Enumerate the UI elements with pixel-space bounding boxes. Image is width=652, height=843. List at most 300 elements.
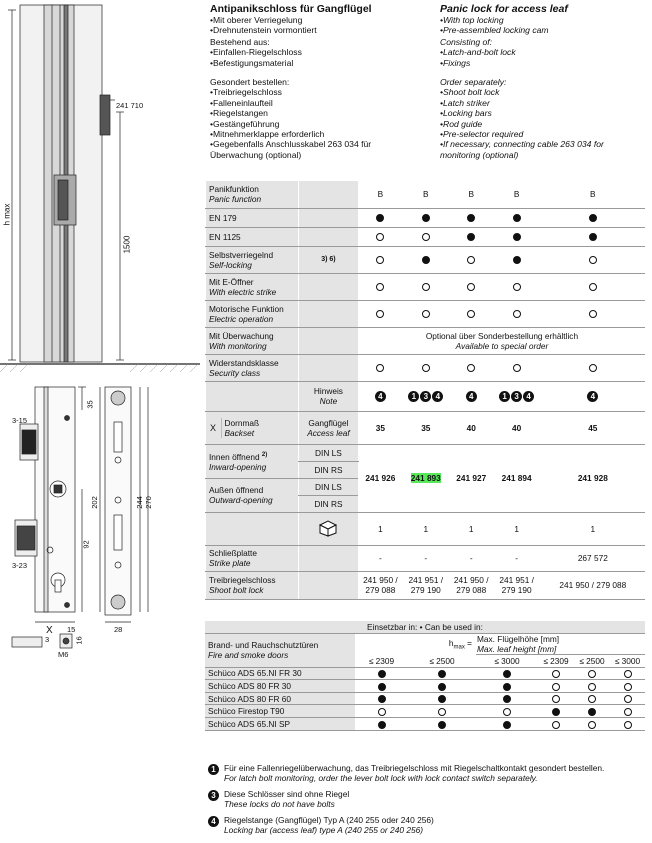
symbol-cell: [538, 692, 574, 705]
table-row: [206, 545, 646, 571]
cell: 1: [540, 512, 645, 545]
note-badge: 4: [466, 391, 477, 402]
label-de: Panikfunktion: [209, 184, 259, 195]
filled-circle-icon: [503, 683, 511, 691]
table-row: [206, 273, 646, 300]
footnote-en: For latch bolt monitoring, order the lever bolt lock with lock contact switch separately.: [224, 773, 538, 783]
footnotes: [208, 763, 648, 835]
system-name: Schüco ADS 80 FR 30: [205, 680, 355, 693]
empty-circle-icon: [422, 310, 430, 318]
symbol-cell: [610, 680, 645, 693]
filled-circle-icon: [378, 721, 386, 729]
hmax-h: h: [448, 638, 454, 649]
list-item: • Latch-and-bolt lock: [440, 47, 645, 57]
label-de: Schließplatte: [209, 548, 257, 558]
empty-circle-icon: [378, 708, 386, 716]
filled-circle-icon: [513, 256, 521, 264]
note-badge: 4: [587, 391, 598, 402]
footnote-1: [208, 763, 648, 783]
note-badge: 4: [432, 391, 443, 402]
dim-x: X: [46, 625, 53, 636]
list-item: • Mit oberer Verriegelung: [210, 15, 430, 25]
empty-circle-icon: [376, 256, 384, 264]
hmax-label: [355, 634, 476, 655]
x-symbol: X: [210, 422, 217, 433]
table-row: [206, 208, 646, 227]
empty-circle-icon: [513, 310, 521, 318]
table-row: [206, 512, 646, 545]
list-item: • Befestigungsmaterial: [210, 58, 430, 68]
description-de: [210, 3, 430, 160]
symbol-cell: [358, 227, 402, 246]
footnote-refs: 3) 6): [298, 246, 358, 273]
empty-circle-icon: [588, 721, 596, 729]
din-cell: DIN RS: [298, 461, 358, 478]
col1-header: [205, 634, 355, 668]
symbol-cell: [540, 246, 645, 273]
filled-circle-icon: [589, 233, 597, 241]
consists-label-en: Consisting of:: [440, 36, 493, 47]
features-en: [440, 15, 645, 36]
row-label: [206, 478, 299, 512]
symbol-cell: [402, 300, 449, 327]
hinweis-cell: [298, 381, 358, 411]
note-badge: 4: [375, 391, 386, 402]
label-de: Außen öffnend: [209, 485, 264, 495]
table-row: [206, 411, 646, 444]
empty-circle-icon: [438, 708, 446, 716]
symbol-cell: [408, 705, 476, 718]
cell: 241 951 / 279 190: [402, 571, 449, 599]
table-row: [206, 327, 646, 354]
fire-door-table: [205, 621, 645, 731]
cell: 241 950 / 279 088: [358, 571, 402, 599]
label-de: Max. Flügelhöhe [mm]: [477, 634, 560, 645]
table-row: [205, 621, 645, 634]
label-en: Note: [319, 396, 338, 406]
empty-circle-icon: [376, 233, 384, 241]
row-label: [206, 246, 299, 273]
empty-circle-icon: [376, 364, 384, 372]
table-row: [205, 718, 645, 731]
symbol-cell: [355, 718, 408, 731]
empty-circle-icon: [552, 670, 560, 678]
symbol-cell: [402, 227, 449, 246]
empty-circle-icon: [467, 364, 475, 372]
list-item: • Fixings: [440, 58, 645, 68]
label-de: Gangflügel: [308, 417, 349, 428]
filled-circle-icon: [503, 670, 511, 678]
list-item: • With top locking: [440, 15, 645, 25]
symbol-cell: [540, 273, 645, 300]
empty-circle-icon: [624, 683, 632, 691]
list-item: • Pre-assembled locking cam: [440, 25, 645, 35]
label-en: Backset: [224, 427, 255, 438]
label-de: Mit Überwachung: [209, 330, 274, 341]
footnote-en: These locks do not have bolts: [224, 799, 335, 809]
filled-circle-icon: [503, 695, 511, 703]
dim-270: 270: [143, 496, 153, 509]
label-en: Access leaf: [307, 427, 350, 438]
table-row: [205, 634, 645, 655]
list-item: • Rod guide: [440, 119, 645, 129]
filled-circle-icon: [438, 721, 446, 729]
row-label: [206, 327, 299, 354]
empty-circle-icon: [513, 364, 521, 372]
dim-15: 15: [67, 625, 76, 634]
din-cell: DIN LS: [298, 444, 358, 461]
row-label: EN 179: [206, 208, 299, 227]
spacer-cell: [298, 300, 358, 327]
list-item: • Einfallen-Riegelschloss: [210, 47, 430, 57]
empty-circle-icon: [589, 364, 597, 372]
cell: B: [540, 181, 645, 208]
symbol-cell: [476, 705, 538, 718]
row-label: [206, 181, 299, 208]
article-cell: 241 894: [493, 444, 540, 512]
package-icon: [318, 519, 338, 539]
symbol-cell: [358, 273, 402, 300]
filled-circle-icon: [467, 214, 475, 222]
description-en: [440, 3, 645, 160]
empty-circle-icon: [467, 310, 475, 318]
cell: -: [449, 545, 493, 571]
empty-circle-icon: [589, 256, 597, 264]
order-label-de: Gesondert bestellen:: [210, 77, 290, 88]
symbol-cell: [355, 705, 408, 718]
system-name: Schüco ADS 80 FR 60: [205, 692, 355, 705]
label-en: Shoot bolt lock: [209, 585, 264, 595]
cell: 40: [449, 411, 493, 444]
filled-circle-icon: [422, 256, 430, 264]
empty-circle-icon: [467, 283, 475, 291]
cell: 45: [540, 411, 645, 444]
footnote-number: 1: [208, 764, 219, 775]
row-label: [206, 512, 299, 545]
access-cell: [298, 411, 358, 444]
hmax-sub: max: [453, 644, 465, 651]
label-text: Innen öffnend: [209, 451, 260, 462]
spec-table: [205, 181, 645, 600]
symbol-cell: [610, 705, 645, 718]
empty-circle-icon: [588, 670, 596, 678]
package-icon-cell: [298, 512, 358, 545]
cell: B: [402, 181, 449, 208]
spacer-cell: [298, 327, 358, 354]
backset-label: [221, 418, 297, 438]
dim-16: 16: [74, 636, 84, 645]
cell: 35: [402, 411, 449, 444]
filled-circle-icon: [589, 214, 597, 222]
list-item: • Locking bars: [440, 108, 645, 118]
label-en: Fire and smoke doors: [208, 650, 289, 661]
filled-circle-icon: [503, 721, 511, 729]
table-row: [205, 680, 645, 693]
list-item: • If necessary, connecting cable 263 034 for monitoring (optional): [440, 139, 635, 160]
article-cell: 241 928: [540, 444, 645, 512]
empty-circle-icon: [552, 695, 560, 703]
symbol-cell: [355, 667, 408, 680]
symbol-cell: [476, 718, 538, 731]
label-de: [209, 450, 297, 462]
dim-244: 244: [134, 496, 144, 509]
empty-circle-icon: [624, 708, 632, 716]
symbol-cell: [449, 300, 493, 327]
spacer-cell: [298, 273, 358, 300]
symbol-cell: [449, 354, 493, 381]
filled-circle-icon: [438, 683, 446, 691]
symbol-cell: [408, 692, 476, 705]
filled-circle-icon: [376, 214, 384, 222]
label-en: Security class: [209, 367, 261, 378]
footnote-number: 3: [208, 790, 219, 801]
symbol-cell: [538, 680, 574, 693]
empty-circle-icon: [624, 670, 632, 678]
symbol-cell: [538, 667, 574, 680]
row-label: [206, 300, 299, 327]
dim-35: 35: [85, 400, 95, 409]
note-badge: 1: [499, 391, 510, 402]
spacer-cell: [298, 571, 358, 599]
symbol-cell: [358, 300, 402, 327]
label-de: Selbstverriegelnd: [209, 249, 274, 260]
symbol-cell: [449, 246, 493, 273]
order-label-en: Order separately:: [440, 77, 507, 88]
filled-circle-icon: [467, 233, 475, 241]
cell: 267 572: [540, 545, 645, 571]
symbol-cell: [449, 273, 493, 300]
cell: 1: [402, 512, 449, 545]
symbol-cell: [540, 208, 645, 227]
cell: B: [449, 181, 493, 208]
label-de: Treibriegelschloss: [209, 575, 276, 585]
cell: 35: [358, 411, 402, 444]
empty-circle-icon: [589, 283, 597, 291]
cell: -: [402, 545, 449, 571]
label-de: Motorische Funktion: [209, 303, 284, 314]
table-row: [206, 571, 646, 599]
symbol-cell: [493, 300, 540, 327]
empty-circle-icon: [376, 310, 384, 318]
symbol-cell: [493, 273, 540, 300]
table-row: [206, 381, 646, 411]
note-en: Available to special order: [455, 340, 549, 351]
note-badge: 1: [408, 391, 419, 402]
empty-circle-icon: [513, 283, 521, 291]
symbol-cell: [449, 227, 493, 246]
note-badge: 3: [511, 391, 522, 402]
symbol-cell: [476, 667, 538, 680]
table-row: [206, 300, 646, 327]
row-label: [206, 545, 299, 571]
note-badge: 4: [523, 391, 534, 402]
fire-door-rows: [205, 667, 645, 730]
height-header: ≤ 2309: [538, 655, 574, 668]
list-item: • Treibriegelschloss: [210, 87, 430, 97]
filled-circle-icon: [378, 670, 386, 678]
symbol-cell: [476, 680, 538, 693]
filled-circle-icon: [378, 695, 386, 703]
spacer-cell: [298, 354, 358, 381]
label-en: Inward-opening: [209, 461, 267, 472]
order-en: [440, 77, 645, 160]
footnote-de: Diese Schlösser sind ohne Riegel: [224, 789, 350, 799]
hmax-label: h max: [2, 203, 12, 226]
symbol-cell: [402, 246, 449, 273]
list-item: • Latch striker: [440, 98, 645, 108]
symbol-cell: [402, 273, 449, 300]
symbol-cell: [449, 208, 493, 227]
symbol-cell: [476, 692, 538, 705]
empty-circle-icon: [588, 683, 596, 691]
label-en: Electric operation: [209, 313, 274, 324]
symbol-cell: [408, 667, 476, 680]
label-de: Brand- und Rauchschutztüren: [208, 640, 319, 651]
symbol-cell: [355, 680, 408, 693]
list-item: • Gestängeführung: [210, 119, 430, 129]
list-item: • Gegebenfalls Anschlusskabel 263 034 für Überwachung (optional): [210, 139, 410, 160]
empty-circle-icon: [422, 233, 430, 241]
dim-m6: M6: [58, 650, 69, 659]
consists-en: [440, 37, 645, 68]
footnote-4: [208, 815, 648, 835]
dim-28: 28: [114, 625, 123, 634]
title-en: Panic lock for access leaf: [440, 3, 568, 15]
spacer-cell: [298, 208, 358, 227]
dim-3-23: 3-23: [12, 561, 28, 570]
note-badges: [493, 381, 540, 411]
table-row: [206, 181, 646, 208]
dim-1500: 1500: [122, 235, 132, 254]
table-row: [206, 444, 646, 461]
label-en: Outward-opening: [209, 495, 273, 505]
empty-circle-icon: [422, 283, 430, 291]
label-de: Mit E-Öffner: [209, 276, 254, 287]
footnote-ref: 2): [261, 452, 268, 459]
table-row: [205, 667, 645, 680]
empty-circle-icon: [422, 364, 430, 372]
empty-circle-icon: [376, 283, 384, 291]
article-cell: 241 926: [358, 444, 402, 512]
list-item: • Shoot bolt lock: [440, 87, 645, 97]
symbol-cell: [402, 354, 449, 381]
symbol-cell: [610, 718, 645, 731]
label-en: With electric strike: [209, 286, 277, 297]
highlighted-article: 241 893: [410, 473, 441, 483]
symbol-cell: [408, 680, 476, 693]
din-cell: DIN RS: [298, 495, 358, 512]
note-badges: [540, 381, 645, 411]
label-en: Self-locking: [209, 259, 252, 270]
dim-3: 3: [45, 635, 50, 644]
filled-circle-icon: [438, 670, 446, 678]
symbol-cell: [355, 692, 408, 705]
header-text: Einsetzbar in: • Can be used in:: [367, 622, 483, 633]
filled-circle-icon: [378, 683, 386, 691]
empty-circle-icon: [552, 683, 560, 691]
monitoring-note: [358, 327, 645, 354]
footnote-en: Locking bar (access leaf) type A (240 255 or 240 256): [224, 825, 424, 835]
dim-202: 202: [89, 496, 99, 509]
note-badges: [358, 381, 402, 411]
spacer-cell: [298, 545, 358, 571]
consists-label-de: Bestehend aus:: [210, 36, 270, 47]
table-row: [206, 354, 646, 381]
label-en: Strike plate: [209, 558, 251, 568]
symbol-cell: [574, 680, 610, 693]
table-row: [206, 227, 646, 246]
note-badges: [449, 381, 493, 411]
system-name: Schüco ADS 65.NI FR 30: [205, 667, 355, 680]
consists-de: [210, 37, 430, 68]
height-header: ≤ 2500: [574, 655, 610, 668]
filled-circle-icon: [588, 708, 596, 716]
row-label: [206, 411, 299, 444]
cell: -: [358, 545, 402, 571]
filled-circle-icon: [513, 214, 521, 222]
lock-drawing: [0, 380, 200, 680]
note-badges: [402, 381, 449, 411]
empty-circle-icon: [552, 721, 560, 729]
list-item: • Riegelstangen: [210, 108, 430, 118]
symbol-cell: [540, 300, 645, 327]
list-item: • Falleneinlaufteil: [210, 98, 430, 108]
symbol-cell: [493, 227, 540, 246]
row-label: [206, 354, 299, 381]
empty-circle-icon: [589, 310, 597, 318]
spacer-cell: [298, 227, 358, 246]
cell: B: [493, 181, 540, 208]
symbol-cell: [358, 354, 402, 381]
table-row: [206, 246, 646, 273]
table-row: [205, 692, 645, 705]
system-name: Schüco Firestop T90: [205, 705, 355, 718]
label-en: Panic function: [209, 194, 262, 205]
table-header: [205, 621, 645, 634]
leaf-height-label: [476, 634, 645, 655]
symbol-cell: [574, 705, 610, 718]
row-label: [206, 444, 299, 478]
row-label: EN 1125: [206, 227, 299, 246]
filled-circle-icon: [552, 708, 560, 716]
list-item: • Mitnehmerklappe erforderlich: [210, 129, 430, 139]
label-de: Widerstandsklasse: [209, 357, 279, 368]
spacer-cell: [298, 181, 358, 208]
cell: 1: [493, 512, 540, 545]
filled-circle-icon: [513, 233, 521, 241]
dim-3-15: 3-15: [12, 416, 28, 425]
title-de: Antipanikschloss für Gangflügel: [210, 3, 372, 15]
symbol-cell: [493, 208, 540, 227]
cell: 40: [493, 411, 540, 444]
cell: 241 950 / 279 088: [449, 571, 493, 599]
door-drawing: [0, 0, 200, 375]
empty-circle-icon: [588, 695, 596, 703]
label-en: With monitoring: [209, 340, 267, 351]
cell: 241 950 / 279 088: [540, 571, 645, 599]
height-header: ≤ 3000: [476, 655, 538, 668]
dim-92: 92: [81, 540, 91, 549]
symbol-cell: [358, 208, 402, 227]
cell: 1: [449, 512, 493, 545]
height-header: ≤ 2309: [355, 655, 408, 668]
empty-circle-icon: [467, 256, 475, 264]
article-cell: 241 927: [449, 444, 493, 512]
label-de: Hinweis: [313, 386, 343, 396]
empty-circle-icon: [624, 695, 632, 703]
symbol-cell: [538, 705, 574, 718]
symbol-cell: [574, 718, 610, 731]
